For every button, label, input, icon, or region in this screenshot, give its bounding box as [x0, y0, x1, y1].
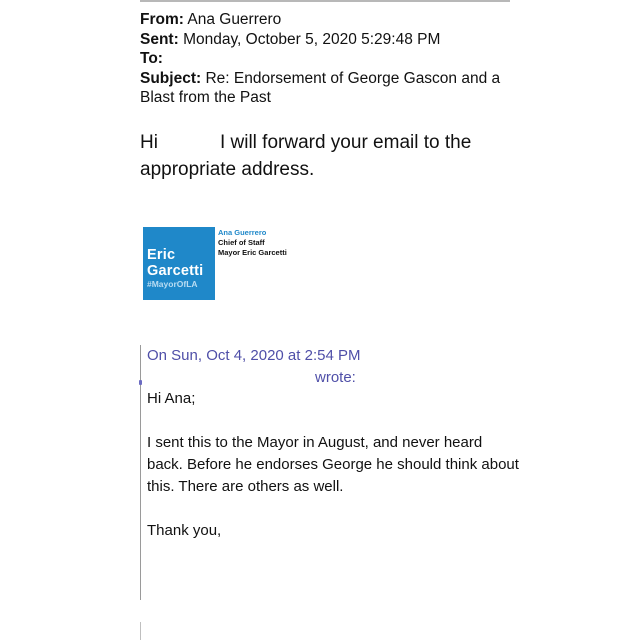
- reply-line-2: appropriate address.: [140, 159, 315, 180]
- to-label: To:: [140, 50, 163, 67]
- sent-line: [140, 30, 520, 50]
- quote-wrote: wrote:: [315, 369, 356, 386]
- from-label: From:: [140, 11, 184, 28]
- reply-line-1: [140, 129, 520, 156]
- quote-marker: [139, 380, 142, 385]
- signature-title: Chief of Staff: [218, 238, 265, 247]
- from-value[interactable]: Ana Guerrero: [187, 11, 282, 28]
- logo-line-1: Eric: [147, 247, 176, 263]
- to-line: [140, 49, 520, 69]
- top-divider: [140, 0, 510, 2]
- quote-bar-tail: [140, 622, 141, 640]
- quoted-para-line-1: I sent this to the Mayor in August, and never heard: [147, 434, 483, 451]
- subject-label: Subject:: [140, 69, 202, 87]
- subject-value: Re: Endorsement of George Gascon and a Blast from the Past: [140, 69, 501, 106]
- signature-block: [218, 228, 287, 258]
- garcetti-logo: [143, 227, 215, 300]
- sent-label: Sent:: [140, 30, 179, 48]
- signature-org: Mayor Eric Garcetti: [218, 248, 287, 257]
- signature-name: Ana Guerrero: [218, 228, 267, 237]
- logo-hashtag: #MayorOfLA: [147, 279, 198, 289]
- quoted-greeting: Hi Ana;: [147, 390, 196, 407]
- quoted-closing: Thank you,: [147, 522, 222, 539]
- quote-attribution: On Sun, Oct 4, 2020 at 2:54 PM: [147, 347, 361, 364]
- from-line: [140, 10, 520, 30]
- quoted-para-line-3: this. There are others as well.: [147, 478, 344, 495]
- email-header: [140, 10, 520, 108]
- sent-value: Monday, October 5, 2020 5:29:48 PM: [183, 30, 441, 48]
- quoted-message: [147, 388, 527, 542]
- subject-line: [140, 69, 520, 108]
- logo-line-2: Garcetti: [147, 263, 204, 279]
- reply-body: [140, 129, 520, 183]
- reply-hi: Hi: [140, 132, 158, 153]
- quoted-para-line-2: back. Before he endorses George he should think about: [147, 456, 519, 473]
- reply-text-1: I will forward your email to the: [219, 132, 472, 153]
